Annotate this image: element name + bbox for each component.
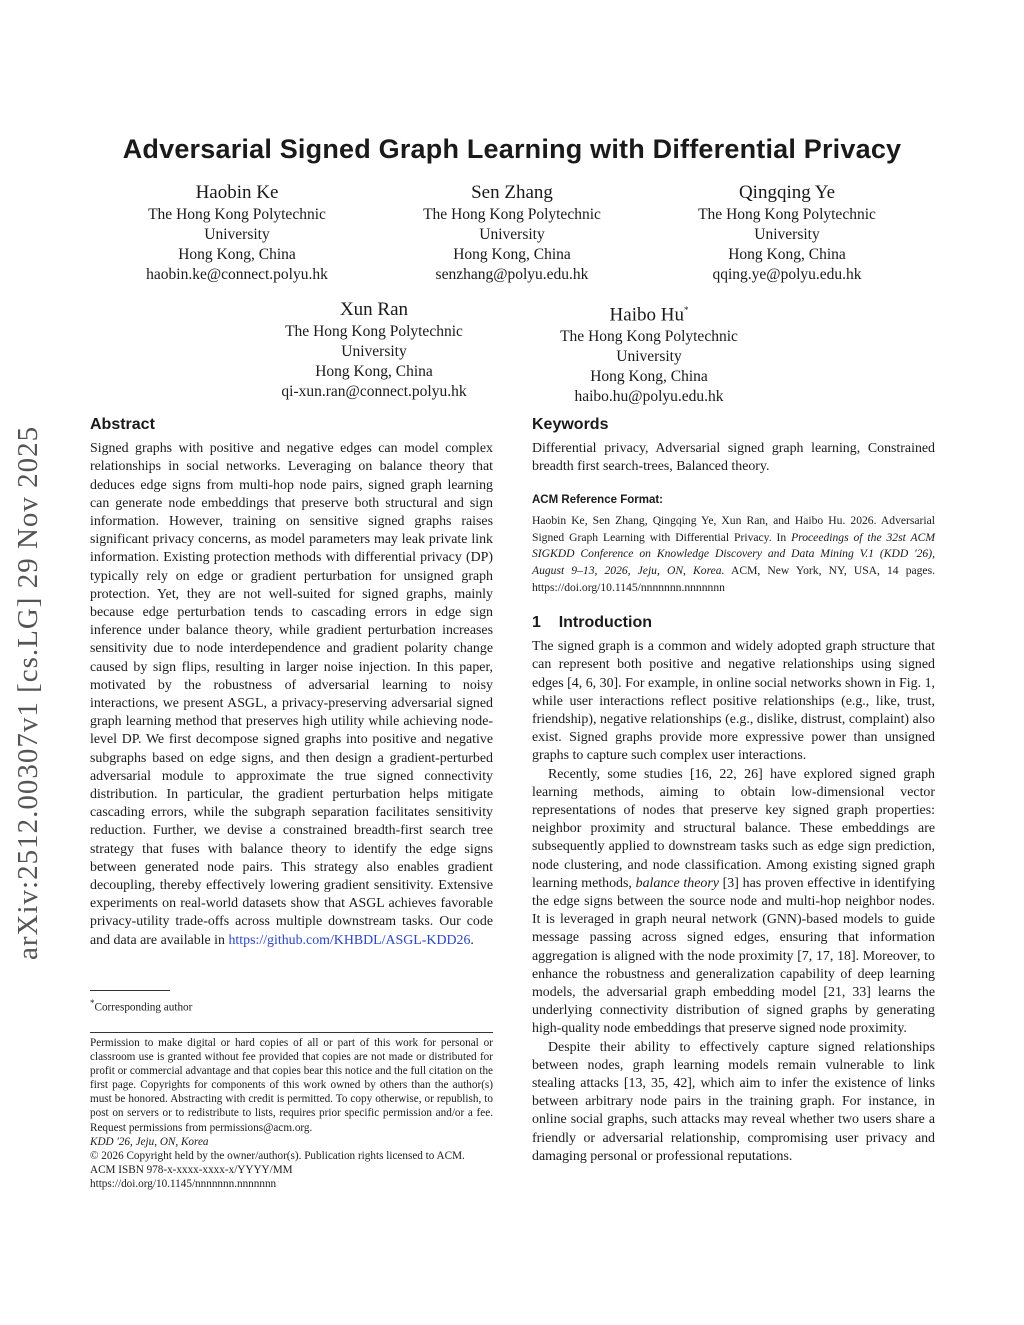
permission-text: Permission to make digital or hard copies of all or part of this work for personal or classroom use is granted without fee provided that copies are not made or distributed for profit or commercial advantage and that copies bear this notice and the full citation on the first page. Copyrights for components of this work owned by others than the author(s) must be honored. Abstracting with credit is permitted. To copy otherwise, or republish, to post on servers or to redistribute to lists, requires prior specific permission and/or a fee. Request permissions from permissions@acm.org.: [90, 1037, 493, 1134]
introduction-section: [532, 614, 935, 1166]
corresponding-mark: *: [683, 305, 689, 315]
author-affiliation: University: [479, 226, 545, 243]
author-affiliation: University: [616, 348, 682, 366]
introduction-heading: 1 Introduction: [532, 614, 652, 631]
acm-reference: [532, 491, 935, 596]
keywords-section: [532, 416, 935, 477]
footnote-rule: [90, 990, 170, 991]
keywords-heading: Keywords: [532, 416, 609, 433]
author-affiliation: The Hong Kong Polytechnic: [285, 323, 463, 340]
author-location: Hong Kong, China: [315, 363, 433, 380]
abstract-text: Signed graphs with positive and negative edges can model complex relationships in social networks. Leveraging on balance theory that deduces edge signs from multi-hop node pairs, signed graph learning can generate node embeddings that preserve both structural and sign information. However, training on sensitive signed graphs raises significant privacy concerns, as model parameters may leak private link information. Existing protection methods with differential privacy (DP) typically rely on edge or gradient perturbation for unsigned graph protection. Yet, they are not well-suited for signed graphs, mainly because edge perturbation tends to cascading errors in edge sign inference under balance theory, while gradient perturbation increases sensitivity due to node interdependence and gradient polarity change caused by sign flips, resulting in larger noise injection. In this paper, motivated by the robustness of adversarial learning to noisy interactions, we present ASGL, a privacy-preserving adversarial signed graph learning method that preserves high utility while achieving node-level DP. We first decompose signed graphs into positive and negative subgraphs based on edge signs, and then design a gradient-perturbed adversarial module to approximate the true signed connectivity distribution. In particular, the gradient perturbation helps mitigate cascading errors, while the subgraph separation facilitates sensitivity reduction. Further, we devise a constrained breadth-first search tree strategy that fuses with balance theory to identify the edge signs between generated node pairs. This strategy also enables gradient decoupling, thereby effectively lowering gradient sensitivity. Extensive experiments on real-world datasets show that ASGL achieves favorable privacy-utility trade-offs across multiple downstream tasks. Our code and data are available in https://github.com/KHBDL/ASGL-KDD26.: [90, 441, 493, 948]
author-block: [382, 181, 642, 285]
author-affiliation: The Hong Kong Polytechnic: [148, 206, 326, 223]
author-affiliation: University: [754, 226, 820, 243]
author-email: qi-xun.ran@connect.polyu.hk: [281, 383, 467, 400]
author-email: qqing.ye@polyu.edu.hk: [712, 266, 862, 283]
arxiv-stamp: arXiv:2512.00307v1 [cs.LG] 29 Nov 2025: [12, 425, 44, 960]
author-affiliation: The Hong Kong Polytechnic: [423, 206, 601, 223]
copyright: © 2026 Copyright held by the owner/author(s). Publication rights licensed to ACM.: [90, 1149, 465, 1162]
paragraph: The signed graph is a common and widely adopted graph structure that can represent both positive and negative relationships using signed edges [4, 6, 30]. For example, in online social networks shown in Fig. 1, while user interactions reflect positive relationships (e.g., like, trust, friendship), negative relationships (e.g., dislike, distrust, complaint) also exist. Signed graphs provide more expressive power than unsigned graphs to capture such complex user interactions.: [532, 639, 935, 764]
permission-block: [90, 1036, 493, 1191]
author-block: [519, 298, 779, 407]
acm-reference-heading: ACM Reference Format:: [532, 494, 663, 506]
abstract-section: [90, 416, 493, 950]
paper-title: Adversarial Signed Graph Learning with Differential Privacy: [122, 134, 902, 164]
author-affiliation: University: [204, 226, 270, 243]
author-block: [244, 298, 504, 402]
author-location: Hong Kong, China: [178, 246, 296, 263]
paragraph: Recently, some studies [16, 22, 26] have explored signed graph learning methods, aiming to obtain low-dimensional vector representations of nodes that preserve key signed graph properties: neighbor proximity and structural balance. These embeddings are subsequently applied to downstream tasks such as edge sign prediction, node clustering, and node classification. Among existing signed graph learning methods, balance theory [3] has proven effective in identifying the edge signs between the source node and multi-hop neighbor nodes. It is leveraged in graph neural network (GNN)-based models to guide message passing across signed edges, ensuring that information aggregation is aligned with the node proximity [7, 17, 18]. Moreover, to enhance the robustness and generalization capability of deep learning models, the adversarial graph embedding model [21, 33] learns the underlying connectivity distribution of signed graphs by generating high-quality node embeddings that preserve signed node proximity.: [532, 766, 935, 1037]
author-block: [107, 181, 367, 285]
footnote: *Corresponding author: [90, 998, 193, 1014]
author-email: senzhang@polyu.edu.hk: [435, 266, 589, 283]
acm-reference-text: Haobin Ke, Sen Zhang, Qingqing Ye, Xun Ran, and Haibo Hu. 2026. Adversarial Signed Graph Learning with Differential Privacy. In Proceedings of the 32st ACM SIGKDD Conference on Knowledge Discovery and Data Mining V.1 (KDD '26), August 9–13, 2026, Jeju, ON, Korea. ACM, New York, NY, USA, 14 pages. https://doi.org/10.1145/nnnnnnn.nnnnnnn: [532, 514, 935, 594]
author-affiliation: The Hong Kong Polytechnic: [698, 206, 876, 223]
author-name: Xun Ran: [339, 299, 409, 320]
author-name: Qingqing Ye: [738, 182, 836, 203]
doi: https://doi.org/10.1145/nnnnnnn.nnnnnnn: [90, 1177, 277, 1190]
author-location: Hong Kong, China: [590, 368, 708, 386]
author-name: Sen Zhang: [471, 182, 553, 203]
author-name: Haobin Ke: [195, 182, 279, 203]
paragraph: Despite their ability to effectively capture signed relationships between nodes, graph learning models remain vulnerable to link stealing attacks [13, 35, 42], which aim to infer the existence of links between arbitrary node pairs in the training graph. For instance, in online social graphs, such attacks may reveal whether two users share a friendly or adversarial relationship, compromising user privacy and damaging personal or professional reputations.: [532, 1039, 935, 1164]
permission-rule: [90, 1032, 493, 1033]
venue: KDD '26, Jeju, ON, Korea: [90, 1135, 209, 1148]
keywords-text: Differential privacy, Adversarial signed graph learning, Constrained breadth first search-trees, Balanced theory.: [532, 441, 935, 475]
isbn: ACM ISBN 978-x-xxxx-xxxx-x/YYYY/MM: [90, 1163, 293, 1176]
abstract-heading: Abstract: [90, 416, 155, 433]
code-link[interactable]: https://github.com/KHBDL/ASGL-KDD26: [228, 932, 471, 948]
author-location: Hong Kong, China: [728, 246, 846, 263]
author-affiliation: University: [341, 343, 407, 360]
author-email: haobin.ke@connect.polyu.hk: [146, 266, 328, 283]
author-name: Haibo Hu*: [609, 304, 689, 326]
author-email: haibo.hu@polyu.edu.hk: [574, 388, 724, 406]
author-location: Hong Kong, China: [453, 246, 571, 263]
author-block: [657, 181, 917, 285]
author-affiliation: The Hong Kong Polytechnic: [560, 328, 738, 346]
